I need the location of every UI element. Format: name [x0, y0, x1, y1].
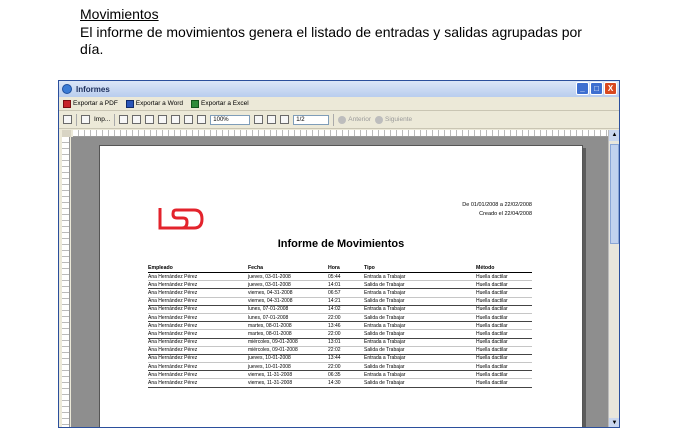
table-cell: jueves, 10-01-2008 — [248, 354, 328, 362]
table-cell: Entrada a Trabajar — [364, 371, 476, 379]
date-range: De 01/01/2008 a 22/02/2008 — [462, 202, 532, 208]
forward-icon — [375, 116, 383, 124]
export-toolbar — [59, 97, 619, 111]
table-cell: 13:44 — [328, 354, 364, 362]
table-cell: Salida de Trabajar — [364, 346, 476, 354]
vertical-scrollbar[interactable] — [608, 130, 619, 428]
table-row — [148, 297, 532, 305]
back-button[interactable] — [338, 116, 371, 124]
report-viewport[interactable] — [71, 137, 609, 428]
table-row — [148, 363, 532, 371]
export-pdf-button[interactable] — [63, 100, 118, 108]
table-cell: jueves, 03-01-2008 — [248, 273, 328, 281]
app-icon — [62, 84, 72, 94]
word-icon — [126, 100, 134, 108]
toolbar-separator — [333, 114, 334, 126]
movements-table — [148, 264, 532, 388]
chevron-down-icon[interactable] — [254, 115, 263, 124]
table-cell: Entrada a Trabajar — [364, 354, 476, 362]
report-window — [58, 80, 620, 428]
company-logo — [158, 206, 204, 232]
table-cell: Ana Hernández Pérez — [148, 338, 248, 346]
table-cell: Ana Hernández Pérez — [148, 313, 248, 321]
table-cell: lunes, 07-01-2008 — [248, 313, 328, 321]
table-row — [148, 338, 532, 346]
table-cell: viernes, 11-31-2008 — [248, 371, 328, 379]
table-cell: Ana Hernández Pérez — [148, 371, 248, 379]
doc-heading: Movimientos — [80, 6, 159, 22]
table-cell: Huella dactilar — [476, 273, 532, 281]
report-title: Informe de Movimientos — [277, 238, 405, 250]
zoom-out-icon[interactable] — [184, 115, 193, 124]
single-page-icon[interactable] — [145, 115, 154, 124]
copy-icon[interactable] — [119, 115, 128, 124]
export-excel-button[interactable] — [191, 100, 249, 108]
table-cell: martes, 08-01-2008 — [248, 330, 328, 338]
column-header: Empleado — [148, 264, 248, 273]
forward-label: Siguiente — [385, 116, 413, 123]
table-cell: Huella dactilar — [476, 289, 532, 297]
table-cell: Huella dactilar — [476, 322, 532, 330]
table-cell: miércoles, 09-01-2008 — [248, 346, 328, 354]
table-cell: 13:46 — [328, 322, 364, 330]
table-cell: viernes, 04-31-2008 — [248, 289, 328, 297]
table-cell: 06:35 — [328, 371, 364, 379]
table-cell: Ana Hernández Pérez — [148, 289, 248, 297]
table-cell: 22:02 — [328, 346, 364, 354]
prev-page-icon[interactable] — [280, 115, 289, 124]
window-title: Informes — [76, 84, 110, 94]
table-cell: Ana Hernández Pérez — [148, 305, 248, 313]
zoom-select[interactable]: 100% — [210, 115, 250, 125]
report-page — [99, 145, 583, 428]
table-cell: Entrada a Trabajar — [364, 322, 476, 330]
table-cell: jueves, 03-01-2008 — [248, 281, 328, 289]
table-cell: miércoles, 09-01-2008 — [248, 338, 328, 346]
scroll-up-icon[interactable]: ▲ — [609, 130, 620, 141]
table-cell: 22:00 — [328, 330, 364, 338]
table-row — [148, 371, 532, 379]
vertical-ruler — [62, 137, 70, 428]
table-cell: Entrada a Trabajar — [364, 338, 476, 346]
pdf-icon — [63, 100, 71, 108]
table-cell: 05:44 — [328, 273, 364, 281]
table-cell: 14:02 — [328, 305, 364, 313]
table-row — [148, 322, 532, 330]
two-pages-icon[interactable] — [158, 115, 167, 124]
table-cell: Entrada a Trabajar — [364, 305, 476, 313]
table-row — [148, 346, 532, 354]
table-cell: lunes, 07-01-2008 — [248, 305, 328, 313]
table-cell: Huella dactilar — [476, 297, 532, 305]
scroll-thumb[interactable] — [610, 144, 619, 244]
table-cell: Ana Hernández Pérez — [148, 281, 248, 289]
column-header: Fecha — [248, 264, 328, 273]
table-cell: Huella dactilar — [476, 346, 532, 354]
table-row — [148, 289, 532, 297]
table-row — [148, 273, 532, 281]
table-row — [148, 354, 532, 362]
zoom-in-icon[interactable] — [197, 115, 206, 124]
table-cell: Ana Hernández Pérez — [148, 330, 248, 338]
close-button[interactable]: X — [604, 82, 617, 95]
table-cell: viernes, 04-31-2008 — [248, 297, 328, 305]
ruler-corner — [62, 130, 71, 137]
first-page-icon[interactable] — [267, 115, 276, 124]
table-cell: Ana Hernández Pérez — [148, 297, 248, 305]
report-meta — [462, 201, 532, 219]
table-cell: Entrada a Trabajar — [364, 273, 476, 281]
table-cell: viernes, 11-31-2008 — [248, 379, 328, 387]
page-setup-icon[interactable] — [63, 115, 72, 124]
table-cell: Huella dactilar — [476, 313, 532, 321]
table-cell: Salida de Trabajar — [364, 379, 476, 387]
page-input[interactable]: 1/2 — [293, 115, 329, 125]
table-cell: Salida de Trabajar — [364, 330, 476, 338]
column-header: Hora — [328, 264, 364, 273]
export-word-button[interactable] — [126, 100, 183, 108]
table-cell: 14:21 — [328, 297, 364, 305]
back-icon — [338, 116, 346, 124]
table-row — [148, 330, 532, 338]
export-pdf-label: Exportar a PDF — [73, 100, 118, 107]
minimize-button[interactable]: _ — [576, 82, 589, 95]
table-row — [148, 281, 532, 289]
table-row — [148, 313, 532, 321]
table-cell: 14:30 — [328, 379, 364, 387]
table-row — [148, 305, 532, 313]
printer-icon[interactable] — [81, 115, 90, 124]
table-cell: 22:00 — [328, 313, 364, 321]
table-cell: Huella dactilar — [476, 330, 532, 338]
table-cell: Huella dactilar — [476, 305, 532, 313]
export-word-label: Exportar a Word — [135, 100, 184, 107]
column-header: Método — [476, 264, 532, 273]
table-cell: Salida de Trabajar — [364, 363, 476, 371]
column-header: Tipo — [364, 264, 476, 273]
table-cell: Huella dactilar — [476, 371, 532, 379]
table-cell: Huella dactilar — [476, 338, 532, 346]
table-cell: martes, 08-01-2008 — [248, 322, 328, 330]
table-cell: Ana Hernández Pérez — [148, 379, 248, 387]
table-cell: Salida de Trabajar — [364, 281, 476, 289]
table-row — [148, 379, 532, 387]
table-cell: 22:00 — [328, 363, 364, 371]
table-cell: Huella dactilar — [476, 363, 532, 371]
table-cell: Ana Hernández Pérez — [148, 354, 248, 362]
forward-button[interactable] — [375, 116, 412, 124]
table-cell: Ana Hernández Pérez — [148, 346, 248, 354]
table-cell: 06:57 — [328, 289, 364, 297]
doc-description: El informe de movimientos genera el listado de entradas y salidas agrupadas por día. — [80, 24, 582, 57]
toolbar-separator — [114, 114, 115, 126]
table-cell: 13:01 — [328, 338, 364, 346]
toolbar-separator — [76, 114, 77, 126]
back-label: Anterior — [348, 116, 372, 123]
excel-icon — [191, 100, 199, 108]
table-cell: 14:01 — [328, 281, 364, 289]
table-cell: Entrada a Trabajar — [364, 289, 476, 297]
created-date: Creado el 22/04/2008 — [479, 211, 532, 217]
table-cell: jueves, 10-01-2008 — [248, 363, 328, 371]
table-cell: Salida de Trabajar — [364, 313, 476, 321]
export-excel-label: Exportar a Excel — [201, 100, 249, 107]
maximize-button[interactable]: □ — [590, 82, 603, 95]
horizontal-ruler — [73, 130, 609, 137]
find-icon[interactable] — [132, 115, 141, 124]
viewer-toolbar — [59, 111, 619, 129]
table-cell: Huella dactilar — [476, 354, 532, 362]
table-cell: Ana Hernández Pérez — [148, 363, 248, 371]
table-cell: Ana Hernández Pérez — [148, 273, 248, 281]
scroll-down-icon[interactable]: ▼ — [609, 418, 620, 428]
print-button-label[interactable]: Imp... — [94, 116, 111, 123]
page-width-icon[interactable] — [171, 115, 180, 124]
table-cell: Salida de Trabajar — [364, 297, 476, 305]
title-bar[interactable] — [59, 81, 619, 97]
table-cell: Huella dactilar — [476, 379, 532, 387]
table-cell: Ana Hernández Pérez — [148, 322, 248, 330]
table-cell: Huella dactilar — [476, 281, 532, 289]
